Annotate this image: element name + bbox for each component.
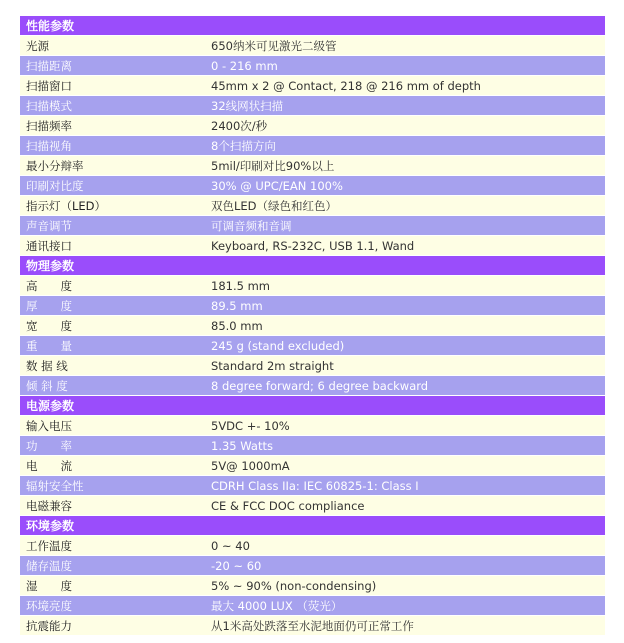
spec-value: 1.35 Watts <box>211 439 273 453</box>
spec-row <box>20 416 605 436</box>
spec-label: 高 度 <box>26 279 72 293</box>
spec-value: 从1米高处跌落至水泥地面仍可正常工作 <box>211 619 414 633</box>
spec-value: 89.5 mm <box>211 299 263 313</box>
section-title: 环境参数 <box>26 519 75 533</box>
spec-row <box>20 536 605 556</box>
spec-row <box>20 136 605 156</box>
section-title: 性能参数 <box>26 19 75 33</box>
spec-value: 8个扫描方向 <box>211 139 276 153</box>
section-title: 电源参数 <box>26 399 75 413</box>
spec-row <box>20 376 605 396</box>
spec-label: 电 流 <box>26 459 72 473</box>
spec-row <box>20 556 605 576</box>
spec-value: 245 g (stand excluded) <box>211 339 345 353</box>
spec-label: 声音调节 <box>26 219 72 233</box>
spec-label: 光源 <box>26 39 49 53</box>
spec-value: 5mil/印刷对比90%以上 <box>211 159 335 173</box>
spec-row <box>20 116 605 136</box>
spec-label: 扫描模式 <box>26 99 72 113</box>
spec-label: 厚 度 <box>26 299 72 313</box>
spec-label: 数 据 线 <box>26 359 68 373</box>
spec-label: 工作温度 <box>26 539 72 553</box>
spec-value: 85.0 mm <box>211 319 263 333</box>
spec-row <box>20 296 605 316</box>
spec-label: 重 量 <box>26 339 72 353</box>
spec-row <box>20 196 605 216</box>
spec-row <box>20 496 605 516</box>
spec-row <box>20 356 605 376</box>
spec-row <box>20 336 605 356</box>
spec-label: 储存温度 <box>26 559 72 573</box>
spec-value: 双色LED（绿色和红色） <box>211 199 338 213</box>
spec-value: 30% @ UPC/EAN 100% <box>211 179 343 193</box>
spec-row <box>20 36 605 56</box>
section-header-physical <box>20 256 605 276</box>
spec-row <box>20 436 605 456</box>
spec-row <box>20 236 605 256</box>
spec-value: 0 - 216 mm <box>211 59 278 73</box>
spec-value: 最大 4000 LUX （荧光） <box>211 599 343 613</box>
spec-row <box>20 316 605 336</box>
spec-label: 扫描窗口 <box>26 79 72 93</box>
spec-value: 8 degree forward; 6 degree backward <box>211 379 429 393</box>
spec-value: 5V@ 1000mA <box>211 459 290 473</box>
spec-label: 湿 度 <box>26 579 72 593</box>
spec-label: 抗震能力 <box>26 619 72 633</box>
spec-label: 扫描距离 <box>26 59 72 73</box>
spec-value: 650纳米可见激光二级管 <box>211 39 337 53</box>
spec-row <box>20 56 605 76</box>
spec-label: 电磁兼容 <box>26 499 72 513</box>
spec-label: 宽 度 <box>26 319 72 333</box>
spec-label: 最小分辩率 <box>26 159 84 173</box>
spec-row <box>20 596 605 616</box>
spec-value: 可调音频和音调 <box>211 219 292 233</box>
spec-row <box>20 616 605 636</box>
spec-row <box>20 456 605 476</box>
spec-value: 2400次/秒 <box>211 119 268 133</box>
spec-table <box>20 16 605 636</box>
section-header-power <box>20 396 605 416</box>
spec-value: Keyboard, RS-232C, USB 1.1, Wand <box>211 239 415 253</box>
spec-row <box>20 476 605 496</box>
spec-row <box>20 96 605 116</box>
spec-label: 扫描视角 <box>26 139 72 153</box>
spec-value: 181.5 mm <box>211 279 270 293</box>
spec-value: 32线网状扫描 <box>211 99 284 113</box>
spec-label: 功 率 <box>26 439 72 453</box>
spec-value: 0 ~ 40 <box>211 539 250 553</box>
spec-value: CE & FCC DOC compliance <box>211 499 365 513</box>
spec-row <box>20 216 605 236</box>
spec-row <box>20 76 605 96</box>
spec-label: 印刷对比度 <box>26 179 84 193</box>
section-header-performance <box>20 16 605 36</box>
spec-label: 环境亮度 <box>26 599 72 613</box>
section-title: 物理参数 <box>26 259 75 273</box>
spec-label: 扫描频率 <box>26 119 72 133</box>
section-header-environment <box>20 516 605 536</box>
spec-label: 指示灯（LED） <box>26 199 107 213</box>
spec-row <box>20 276 605 296</box>
spec-value: 45mm x 2 @ Contact, 218 @ 216 mm of depth <box>211 79 481 93</box>
spec-value: CDRH Class IIa: IEC 60825-1: Class I <box>211 479 419 493</box>
spec-value: Standard 2m straight <box>211 359 334 373</box>
spec-value: 5VDC +- 10% <box>211 419 290 433</box>
spec-value: -20 ~ 60 <box>211 559 262 573</box>
spec-label: 输入电压 <box>26 419 72 433</box>
spec-label: 辐射安全性 <box>26 479 84 493</box>
spec-row <box>20 156 605 176</box>
spec-label: 倾 斜 度 <box>26 379 68 393</box>
spec-row <box>20 576 605 596</box>
spec-value: 5% ~ 90% (non-condensing) <box>211 579 377 593</box>
spec-row <box>20 176 605 196</box>
spec-label: 通讯接口 <box>26 239 72 253</box>
